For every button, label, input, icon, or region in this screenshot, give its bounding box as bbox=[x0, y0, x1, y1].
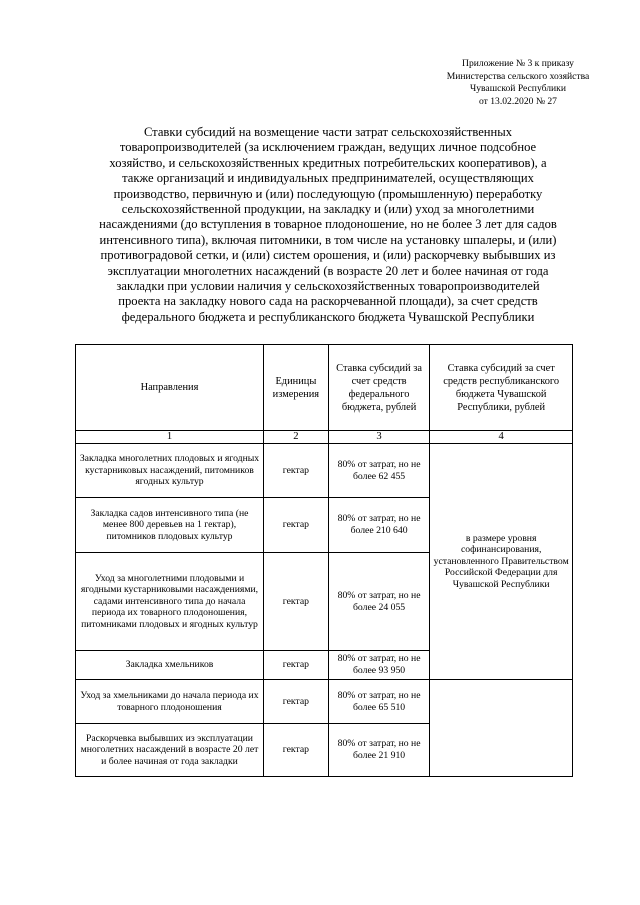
title-line: производство, первичную и (или) последующую (промышленную) переработку bbox=[113, 186, 543, 201]
title-line: федерального бюджета и республиканского бюджета Чувашской Республики bbox=[121, 309, 535, 324]
table-header-row bbox=[76, 345, 573, 431]
title-line: противоградовой сетки, и (или) систем орошения, и (или) раскорчевку выбывших из bbox=[100, 248, 556, 263]
republic-rate-empty bbox=[430, 680, 573, 777]
appendix-line: Министерства сельского хозяйства bbox=[446, 70, 590, 82]
column-number: 3 bbox=[328, 431, 430, 444]
title-line: проекта на закладку нового сада на раскорчеванной площади), за счет средств bbox=[118, 294, 538, 309]
title-line: интенсивного типа), включая питомники, в том числе на установку шпалеры, и (или) bbox=[99, 232, 557, 247]
row-direction: Уход за многолетними плодовыми и ягодными кустарниковыми насаждениями, садами интенсивного типа до начала периода их товарного плодоношения, питомниками плодовых и ягодных культур bbox=[76, 553, 264, 651]
column-number: 1 bbox=[76, 431, 264, 444]
republic-rate-merged: в размере уровня софинансирования, установленного Правительством Российской Федерации для Чувашской Республики bbox=[430, 444, 573, 680]
row-unit: гектар bbox=[263, 444, 328, 498]
row-federal-rate: 80% от затрат, но не более 93 950 bbox=[328, 651, 430, 680]
row-federal-rate: 80% от затрат, но не более 210 640 bbox=[328, 498, 430, 553]
title-line: сельскохозяйственной продукции, на закладку и (или) уход за многолетними bbox=[121, 202, 535, 217]
row-unit: гектар bbox=[263, 498, 328, 553]
title-line: Ставки субсидий на возмещение части затрат сельскохозяйственных bbox=[143, 125, 513, 139]
document-title bbox=[64, 125, 592, 325]
header-direction: Направления bbox=[76, 345, 264, 431]
header-republic-rate: Ставка субсидий за счет средств республиканского бюджета Чувашской Республики, рублей bbox=[430, 345, 573, 431]
title-line: закладки при условии наличия у сельскохозяйственных товаропроизводителей bbox=[116, 279, 540, 294]
row-federal-rate: 80% от затрат, но не более 65 510 bbox=[328, 680, 430, 724]
appendix-line: Приложение № 3 к приказу bbox=[462, 58, 574, 69]
title-line: товаропроизводителей (за исключением граждан, ведущих личное подсобное bbox=[119, 140, 537, 155]
column-number-row bbox=[76, 431, 573, 444]
appendix-line: от 13.02.2020 № 27 bbox=[479, 95, 557, 107]
row-direction: Закладка хмельников bbox=[76, 651, 264, 680]
table-row bbox=[76, 680, 573, 724]
table-row bbox=[76, 444, 573, 498]
row-federal-rate: 80% от затрат, но не более 62 455 bbox=[328, 444, 430, 498]
row-federal-rate: 80% от затрат, но не более 21 910 bbox=[328, 724, 430, 777]
subsidy-rates-table bbox=[75, 344, 573, 777]
header-federal-rate: Ставка субсидий за счет средств федерального бюджета, рублей bbox=[328, 345, 430, 431]
row-direction: Закладка многолетних плодовых и ягодных кустарниковых насаждений, питомников ягодных культур bbox=[76, 444, 264, 498]
column-number: 2 bbox=[263, 431, 328, 444]
row-direction: Уход за хмельниками до начала периода их товарного плодоношения bbox=[76, 680, 264, 724]
row-unit: гектар bbox=[263, 651, 328, 680]
column-number: 4 bbox=[430, 431, 573, 444]
appendix-line: Чувашской Республики bbox=[470, 83, 566, 95]
row-federal-rate: 80% от затрат, но не более 24 055 bbox=[328, 553, 430, 651]
title-line: эксплуатации многолетних насаждений (в возрасте 20 лет и более начиная от года bbox=[107, 263, 549, 278]
title-line: также организаций и индивидуальных предпринимателей, осуществляющих bbox=[122, 171, 534, 186]
title-line: насаждениями (до вступления в товарное плодоношение, но не более 3 лет для садов bbox=[99, 217, 557, 232]
header-unit: Единицы измерения bbox=[263, 345, 328, 431]
appendix-note bbox=[418, 58, 618, 108]
row-unit: гектар bbox=[263, 553, 328, 651]
row-direction: Раскорчевка выбывших из эксплуатации многолетних насаждений в возрасте 20 лет и более начиная от года закладки bbox=[76, 724, 264, 777]
row-unit: гектар bbox=[263, 680, 328, 724]
row-unit: гектар bbox=[263, 724, 328, 777]
title-line: хозяйство, и сельскохозяйственных кредитных потребительских кооперативов), а bbox=[109, 155, 547, 170]
row-direction: Закладка садов интенсивного типа (не менее 800 деревьев на 1 гектар), питомников плодовых культур bbox=[76, 498, 264, 553]
